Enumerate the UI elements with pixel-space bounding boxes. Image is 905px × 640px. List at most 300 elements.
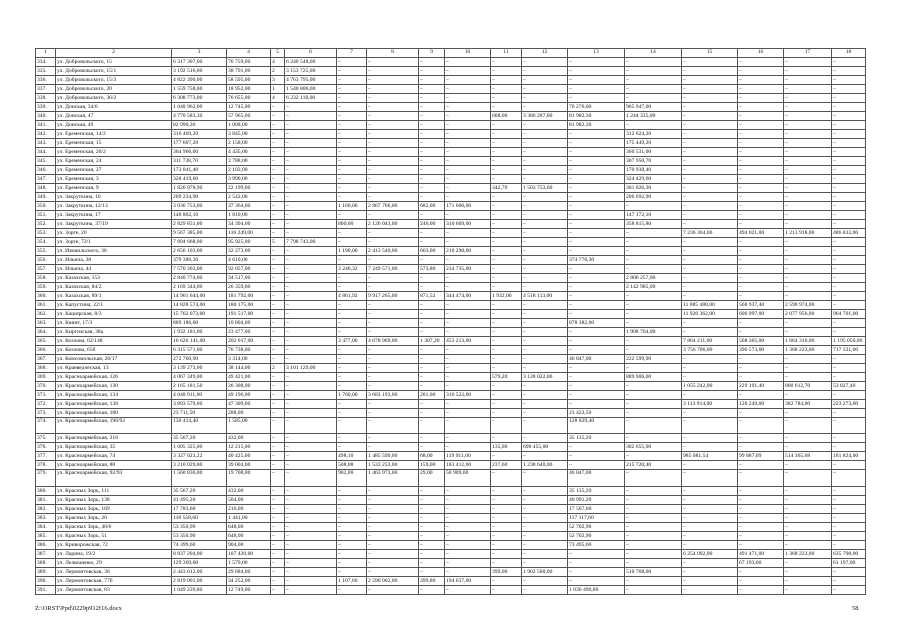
value-cell: – (419, 282, 445, 291)
value-cell: – (337, 210, 367, 219)
table-row (36, 540, 866, 549)
value-cell: – (568, 192, 625, 201)
value-cell: 2 142 985,00 (625, 282, 682, 291)
row-number-cell: 337. (36, 84, 56, 93)
value-cell: 4 822 390,00 (172, 75, 227, 84)
value-cell: – (522, 513, 568, 522)
value-cell: – (784, 93, 832, 102)
value-cell: 58 595,00 (227, 75, 271, 84)
value-cell: 70 270,00 (568, 102, 625, 111)
value-cell: – (419, 354, 445, 363)
value-cell: – (682, 318, 738, 327)
value-cell: 29 684,00 (227, 567, 271, 576)
value-cell: – (682, 576, 738, 585)
value-cell: 12 215,00 (227, 443, 271, 452)
value-cell: 2 103,00 (227, 165, 271, 174)
value-cell: 491 471,00 (738, 549, 784, 558)
value-cell: 12 745,00 (227, 102, 271, 111)
value-cell: – (445, 192, 491, 201)
value-cell: – (337, 531, 367, 540)
value-cell: – (445, 567, 491, 576)
address-cell: ул. Квинт, 17/3 (56, 318, 172, 327)
value-cell: 171 606,00 (445, 201, 491, 210)
value-cell: – (522, 273, 568, 282)
table-row (36, 264, 866, 273)
value-cell: 1 902 560,00 (522, 567, 568, 576)
value-cell: – (445, 417, 491, 434)
address-cell: ул. Красных Зорь, 51 (56, 531, 172, 540)
value-cell: 81 982,30 (568, 111, 625, 120)
value-cell: – (491, 531, 522, 540)
value-cell: 202 017,00 (227, 336, 271, 345)
value-cell: – (832, 120, 866, 129)
address-cell: ул. Зорге, 72/1 (56, 237, 172, 246)
address-cell: ул. Лермонтовская, 38 (56, 567, 172, 576)
table-row (36, 567, 866, 576)
value-cell: 902,00 (337, 470, 367, 487)
address-cell: ул. Ларина, 19/2 (56, 549, 172, 558)
value-cell: – (738, 120, 784, 129)
value-cell: – (522, 246, 568, 255)
column-header: 8 (367, 49, 419, 58)
value-cell: – (285, 495, 337, 504)
value-cell: 73 495,60 (568, 540, 625, 549)
value-cell: – (832, 504, 866, 513)
address-cell: ул. Зорге, 20 (56, 228, 172, 237)
value-cell: 1 049 239,80 (172, 585, 227, 594)
value-cell: – (285, 381, 337, 390)
value-cell: – (522, 434, 568, 443)
value-cell: – (682, 75, 738, 84)
value-cell: – (682, 66, 738, 75)
value-cell: – (445, 486, 491, 495)
value-cell: – (419, 147, 445, 156)
value-cell: – (522, 504, 568, 513)
value-cell: – (285, 282, 337, 291)
value-cell: 180 175,00 (227, 300, 271, 309)
table-row (36, 390, 866, 399)
value-cell: – (445, 102, 491, 111)
value-cell: – (738, 165, 784, 174)
value-cell: – (625, 75, 682, 84)
value-cell: – (271, 183, 285, 192)
address-cell: ул. Закруткина, 10 (56, 192, 172, 201)
value-cell: – (271, 282, 285, 291)
value-cell: – (682, 102, 738, 111)
value-cell: – (784, 129, 832, 138)
value-cell: 573,80 (419, 264, 445, 273)
value-cell: – (682, 246, 738, 255)
value-cell: – (682, 237, 738, 246)
value-cell: – (367, 486, 419, 495)
value-cell: – (738, 237, 784, 246)
value-cell: – (337, 513, 367, 522)
value-cell: – (522, 165, 568, 174)
value-cell: – (367, 165, 419, 174)
value-cell: 9 917 265,00 (367, 291, 419, 300)
value-cell: – (682, 174, 738, 183)
value-cell: 4 610,00 (227, 255, 271, 264)
value-cell: – (522, 531, 568, 540)
value-cell: – (738, 111, 784, 120)
value-cell: – (568, 93, 625, 102)
value-cell: – (491, 120, 522, 129)
value-cell: 1 540 806,00 (285, 84, 337, 93)
value-cell: 23 423,50 (568, 408, 625, 417)
value-cell: – (367, 129, 419, 138)
value-cell: – (337, 417, 367, 434)
value-cell: – (491, 147, 522, 156)
value-cell: – (832, 576, 866, 585)
value-cell: – (682, 156, 738, 165)
address-cell: ул. Закруткина, 12/13 (56, 201, 172, 210)
value-cell: 10 804,00 (227, 318, 271, 327)
value-cell: – (784, 201, 832, 210)
table-row (36, 452, 866, 461)
value-cell: – (271, 390, 285, 399)
value-cell: – (522, 219, 568, 228)
value-cell: – (784, 354, 832, 363)
row-number-cell: 359. (36, 282, 56, 291)
value-cell: – (419, 558, 445, 567)
value-cell: – (784, 417, 832, 434)
value-cell: – (367, 354, 419, 363)
value-cell: – (271, 461, 285, 470)
value-cell: 272 760,90 (172, 354, 227, 363)
value-cell: – (522, 522, 568, 531)
value-cell: 1 (271, 84, 285, 93)
value-cell: – (367, 156, 419, 165)
value-cell: 216,00 (227, 504, 271, 513)
value-cell: – (285, 192, 337, 201)
row-number-cell: 345. (36, 156, 56, 165)
value-cell: – (367, 210, 419, 219)
value-cell: – (625, 531, 682, 540)
value-cell: 34 394,00 (227, 219, 271, 228)
value-cell: 52 702,90 (568, 522, 625, 531)
value-cell: 37 364,00 (227, 201, 271, 210)
value-cell: 19 708,00 (227, 470, 271, 487)
value-cell: 3 477,00 (337, 336, 367, 345)
table-row (36, 486, 866, 495)
value-cell: – (419, 102, 445, 111)
table-row (36, 443, 866, 452)
value-cell: – (285, 531, 337, 540)
value-cell: – (445, 183, 491, 192)
value-cell: – (367, 93, 419, 102)
value-cell: – (491, 273, 522, 282)
value-cell: – (491, 327, 522, 336)
value-cell: 4 770 583,30 (172, 111, 227, 120)
value-cell: – (337, 75, 367, 84)
value-cell: 648,00 (227, 531, 271, 540)
value-cell: – (832, 486, 866, 495)
value-cell: – (784, 66, 832, 75)
value-cell: – (285, 318, 337, 327)
value-cell: 68,00 (419, 452, 445, 461)
value-cell: – (285, 372, 337, 381)
table-row (36, 327, 866, 336)
value-cell: – (738, 57, 784, 66)
value-cell: – (285, 540, 337, 549)
value-cell: – (285, 585, 337, 594)
value-cell: – (738, 84, 784, 93)
value-cell: 173 041,40 (172, 165, 227, 174)
value-cell: – (337, 443, 367, 452)
value-cell: – (271, 585, 285, 594)
value-cell: – (784, 495, 832, 504)
value-cell: – (522, 363, 568, 372)
value-cell: – (568, 138, 625, 147)
value-cell: 3 386 287,00 (522, 111, 568, 120)
table-row (36, 165, 866, 174)
value-cell: – (285, 201, 337, 210)
table-row (36, 576, 866, 585)
value-cell: – (419, 318, 445, 327)
value-cell: 1 307,20 (419, 336, 445, 345)
column-header: 3 (172, 49, 227, 58)
value-cell: 2 126 043,00 (367, 219, 419, 228)
row-number-cell: 356. (36, 255, 56, 264)
value-cell: – (784, 486, 832, 495)
value-cell: – (832, 237, 866, 246)
value-cell: – (337, 354, 367, 363)
address-cell: ул. Комсомольская, 26/17 (56, 354, 172, 363)
value-cell: 210 290,00 (445, 246, 491, 255)
value-cell: – (445, 300, 491, 309)
value-cell: – (832, 408, 866, 417)
value-cell: – (271, 156, 285, 165)
value-cell: – (367, 318, 419, 327)
row-number-cell: 350. (36, 201, 56, 210)
value-cell: – (271, 576, 285, 585)
table-row (36, 273, 866, 282)
value-cell: – (738, 129, 784, 138)
value-cell: – (784, 102, 832, 111)
value-cell: – (682, 408, 738, 417)
value-cell: – (419, 84, 445, 93)
value-cell: – (738, 372, 784, 381)
value-cell: 3 788,00 (227, 156, 271, 165)
value-cell: – (522, 495, 568, 504)
value-cell: 399,00 (491, 567, 522, 576)
value-cell: – (682, 282, 738, 291)
row-number-cell: 348. (36, 183, 56, 192)
value-cell: – (367, 372, 419, 381)
table-row (36, 102, 866, 111)
value-cell: 74 399,60 (172, 540, 227, 549)
value-cell: 288,00 (227, 408, 271, 417)
value-cell: – (491, 66, 522, 75)
value-cell: – (522, 228, 568, 237)
value-cell: – (491, 345, 522, 354)
value-cell: – (784, 504, 832, 513)
value-cell: – (784, 470, 832, 487)
value-cell: – (285, 228, 337, 237)
row-number-cell: 342. (36, 129, 56, 138)
table-row (36, 408, 866, 417)
value-cell: 301 026,30 (625, 183, 682, 192)
value-cell: 119 911,00 (445, 452, 491, 461)
value-cell: 2 867 766,00 (367, 201, 419, 210)
value-cell: – (271, 399, 285, 408)
table-row (36, 66, 866, 75)
value-cell: – (271, 558, 285, 567)
table-row (36, 84, 866, 93)
value-cell: – (367, 513, 419, 522)
value-cell: 717 331,00 (832, 345, 866, 354)
value-cell: 3 314,00 (227, 354, 271, 363)
value-cell: – (682, 219, 738, 228)
address-cell: ул. Красноармейская, 196/92 (56, 417, 172, 434)
value-cell: 344 474,00 (445, 291, 491, 300)
value-cell: 1 244 335,00 (625, 111, 682, 120)
value-cell: – (784, 443, 832, 452)
value-cell: – (625, 399, 682, 408)
value-cell: – (682, 192, 738, 201)
value-cell: – (445, 408, 491, 417)
column-header: 4 (227, 49, 271, 58)
value-cell: 568 937,40 (738, 300, 784, 309)
row-number-cell: 363. (36, 318, 56, 327)
table-row (36, 495, 866, 504)
value-cell: 67 193,00 (738, 558, 784, 567)
value-cell: – (285, 219, 337, 228)
value-cell: – (784, 156, 832, 165)
value-cell: 183 412,00 (445, 461, 491, 470)
value-cell: – (784, 522, 832, 531)
table-row (36, 75, 866, 84)
row-number-cell: 379. (36, 470, 56, 487)
value-cell: – (522, 354, 568, 363)
value-cell: – (445, 318, 491, 327)
address-cell: ул. Красных Зорь, 40/6 (56, 522, 172, 531)
value-cell: – (445, 129, 491, 138)
value-cell: – (832, 417, 866, 434)
value-cell: 2 (271, 363, 285, 372)
value-cell: – (271, 540, 285, 549)
table-row (36, 417, 866, 434)
value-cell: – (738, 291, 784, 300)
row-number-cell: 341. (36, 120, 56, 129)
address-cell: ул. Еременская, 9 (56, 183, 172, 192)
value-cell: – (337, 327, 367, 336)
address-cell: ул. Красных Зорь, 20 (56, 513, 172, 522)
value-cell: – (419, 309, 445, 318)
value-cell: 2 819 001,00 (172, 576, 227, 585)
address-cell: ул. Казахская, 89/1 (56, 291, 172, 300)
value-cell: 1 368 223,00 (784, 549, 832, 558)
value-cell: – (832, 246, 866, 255)
value-cell: 1 213 918,00 (784, 228, 832, 237)
value-cell: – (738, 264, 784, 273)
value-cell: 61 197,00 (832, 558, 866, 567)
value-cell: – (271, 504, 285, 513)
value-cell: – (738, 327, 784, 336)
value-cell: – (445, 345, 491, 354)
value-cell: – (367, 57, 419, 66)
value-cell: – (784, 434, 832, 443)
value-cell: – (625, 513, 682, 522)
value-cell: – (682, 495, 738, 504)
value-cell: – (445, 237, 491, 246)
value-cell: – (832, 102, 866, 111)
value-cell: – (445, 147, 491, 156)
value-cell: – (337, 434, 367, 443)
value-cell: – (285, 576, 337, 585)
value-cell: – (625, 336, 682, 345)
value-cell: – (568, 273, 625, 282)
address-cell: ул. Красноармейская, 92/93 (56, 470, 172, 487)
value-cell: – (367, 558, 419, 567)
value-cell: – (522, 345, 568, 354)
value-cell: – (522, 417, 568, 434)
value-cell: 4 048 911,00 (172, 390, 227, 399)
value-cell: – (445, 434, 491, 443)
value-cell: – (419, 237, 445, 246)
value-cell: – (625, 255, 682, 264)
value-cell: – (367, 300, 419, 309)
value-cell: – (419, 399, 445, 408)
address-cell: ул. Измаильского, 36 (56, 246, 172, 255)
value-cell: – (832, 443, 866, 452)
value-cell: 23 477,00 (227, 327, 271, 336)
value-cell: 3 139 273,00 (172, 363, 227, 372)
address-cell: ул. Закруткина, 17 (56, 210, 172, 219)
address-cell: ул. Лермонтовская, 77б (56, 576, 172, 585)
value-cell: – (419, 210, 445, 219)
value-cell: 234 735,00 (445, 264, 491, 273)
value-cell: – (419, 443, 445, 452)
value-cell: – (784, 567, 832, 576)
value-cell: 35 567,20 (172, 486, 227, 495)
value-cell: – (337, 363, 367, 372)
value-cell: – (625, 522, 682, 531)
value-cell: 494 021,00 (738, 228, 784, 237)
value-cell: 117 117,60 (568, 513, 625, 522)
row-number-cell: 347. (36, 174, 56, 183)
value-cell: – (832, 57, 866, 66)
value-cell: – (682, 138, 738, 147)
value-cell: – (568, 237, 625, 246)
value-cell: – (522, 66, 568, 75)
value-cell: – (568, 363, 625, 372)
value-cell: – (738, 255, 784, 264)
value-cell: – (445, 156, 491, 165)
value-cell: – (625, 84, 682, 93)
value-cell: – (568, 372, 625, 381)
value-cell: – (568, 201, 625, 210)
value-cell: – (625, 363, 682, 372)
value-cell: – (445, 513, 491, 522)
row-number-cell: 372. (36, 399, 56, 408)
value-cell: 510 768,00 (625, 567, 682, 576)
value-cell: – (285, 255, 337, 264)
value-cell: 2 (271, 66, 285, 75)
value-cell: – (832, 147, 866, 156)
value-cell: – (738, 531, 784, 540)
value-cell: – (367, 443, 419, 452)
value-cell: 201,00 (419, 390, 445, 399)
value-cell: – (271, 147, 285, 156)
value-cell: – (625, 237, 682, 246)
value-cell: 1 826 978,90 (172, 183, 227, 192)
table-row (36, 57, 866, 66)
value-cell: – (832, 138, 866, 147)
value-cell: 170 938,40 (625, 165, 682, 174)
value-cell: – (271, 372, 285, 381)
value-cell: – (522, 470, 568, 487)
